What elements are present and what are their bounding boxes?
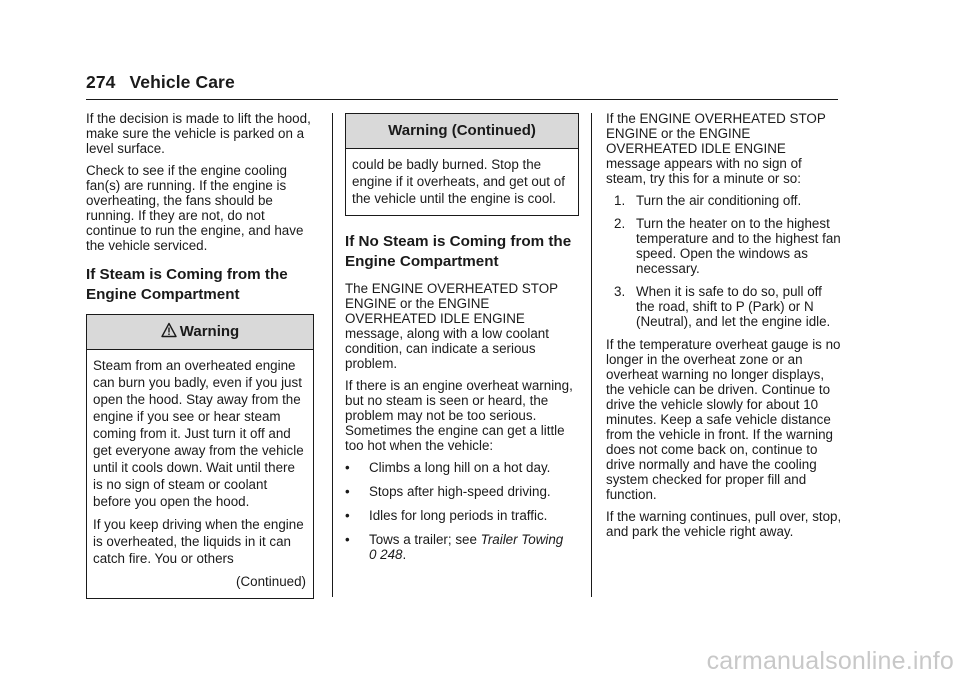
no-steam-intro-paragraph: If the ENGINE OVERHEATED STOP ENGINE or the ENGINE OVERHEATED IDLE ENGINE message appears with no sign of steam, try this for a minute or so:	[606, 111, 826, 186]
trailer-towing-page-ref[interactable]: 0 248	[369, 547, 403, 562]
column-3	[606, 111, 842, 546]
column-divider-left	[332, 113, 333, 597]
list-item: 1. Turn the air conditioning off.	[614, 193, 802, 208]
column-2	[345, 113, 579, 571]
overheat-warning-paragraph: If there is an engine overheat warning, but no steam is seen or heard, the problem may not be too serious. Sometimes the engine can get a little too hot when the vehicle:	[345, 378, 573, 453]
list-item: 3. When it is safe to do so, pull off the road, shift to P (Park) or N (Neutral), and let the engine idle.	[614, 284, 831, 329]
list-item: 2. Turn the heater on to the highest temperature and to the highest fan speed. Open the windows as necessary.	[614, 216, 841, 276]
column-1	[86, 111, 314, 599]
warning-steam-paragraph: Steam from an overheated engine can burn you badly, even if you just open the hood. Stay away from the engine if you see or hear steam coming from it. Just turn it off and get everyone away from the vehicle until it cools down. Wait until there is no sign of steam or coolant before you open the hood.	[93, 358, 304, 509]
pull-over-paragraph: If the warning continues, pull over, stop, and park the vehicle right away.	[606, 509, 842, 539]
lift-hood-paragraph: If the decision is made to lift the hood, make sure the vehicle is parked on a level surface.	[86, 111, 311, 156]
cooling-fan-paragraph: Check to see if the engine cooling fan(s) are running. If the engine is overheating, the fans should be running. If they are not, do not continue to run the engine, and have the vehicle serviced.	[86, 163, 304, 253]
header-rule	[86, 99, 838, 100]
steam-heading: If Steam is Coming from the Engine Compartment	[86, 266, 288, 303]
page-header	[86, 72, 838, 93]
no-steam-heading: If No Steam is Coming from the Engine Compartment	[345, 233, 572, 270]
low-coolant-paragraph: The ENGINE OVERHEATED STOP ENGINE or the ENGINE OVERHEATED IDLE ENGINE message, along with a low coolant condition, can indicate a serious problem.	[345, 281, 558, 371]
warning-continued-body	[346, 149, 578, 215]
list-item: • Stops after high-speed driving.	[345, 484, 551, 499]
list-item: • Climbs a long hill on a hot day.	[345, 460, 551, 475]
steam-warning-box	[86, 314, 314, 599]
column-divider-right	[591, 113, 592, 597]
warning-triangle-icon	[161, 322, 177, 338]
gauge-paragraph: If the temperature overheat gauge is no longer in the overheat zone or an overheat warning no longer displays, the vehicle can be driven. Continue to drive the vehicle slowly for about 10 minutes. Keep a safe vehicle distance from the vehicle in front. If the warning does not come back on, continue to drive normally and have the cooling system checked for proper fill and function.	[606, 337, 841, 502]
warning-continued-text: could be badly burned. Stop the engine if it overheats, and get out of the vehicle until the engine is cool.	[352, 157, 565, 206]
warning-header	[87, 315, 313, 350]
warning-title: Warning	[179, 323, 240, 340]
cooling-steps-list	[606, 193, 842, 329]
overheat-causes-list	[345, 460, 579, 562]
warning-continued-header: Warning (Continued)	[346, 114, 578, 149]
list-item: • Tows a trailer; see Trailer Towing 0 248.	[345, 532, 564, 562]
trailer-towing-link[interactable]: Trailer Towing	[480, 532, 564, 547]
warning-fire-paragraph: If you keep driving when the engine is overheated, the liquids in it can catch fire. You or others	[93, 517, 304, 566]
warning-continued-box	[345, 113, 579, 216]
section-title: Vehicle Care	[129, 72, 235, 92]
warning-body	[87, 350, 313, 598]
continued-label: (Continued)	[236, 574, 306, 589]
watermark: carmanualsonline.info	[706, 647, 954, 675]
page-number: 274	[86, 72, 116, 92]
list-item: • Idles for long periods in traffic.	[345, 508, 548, 523]
